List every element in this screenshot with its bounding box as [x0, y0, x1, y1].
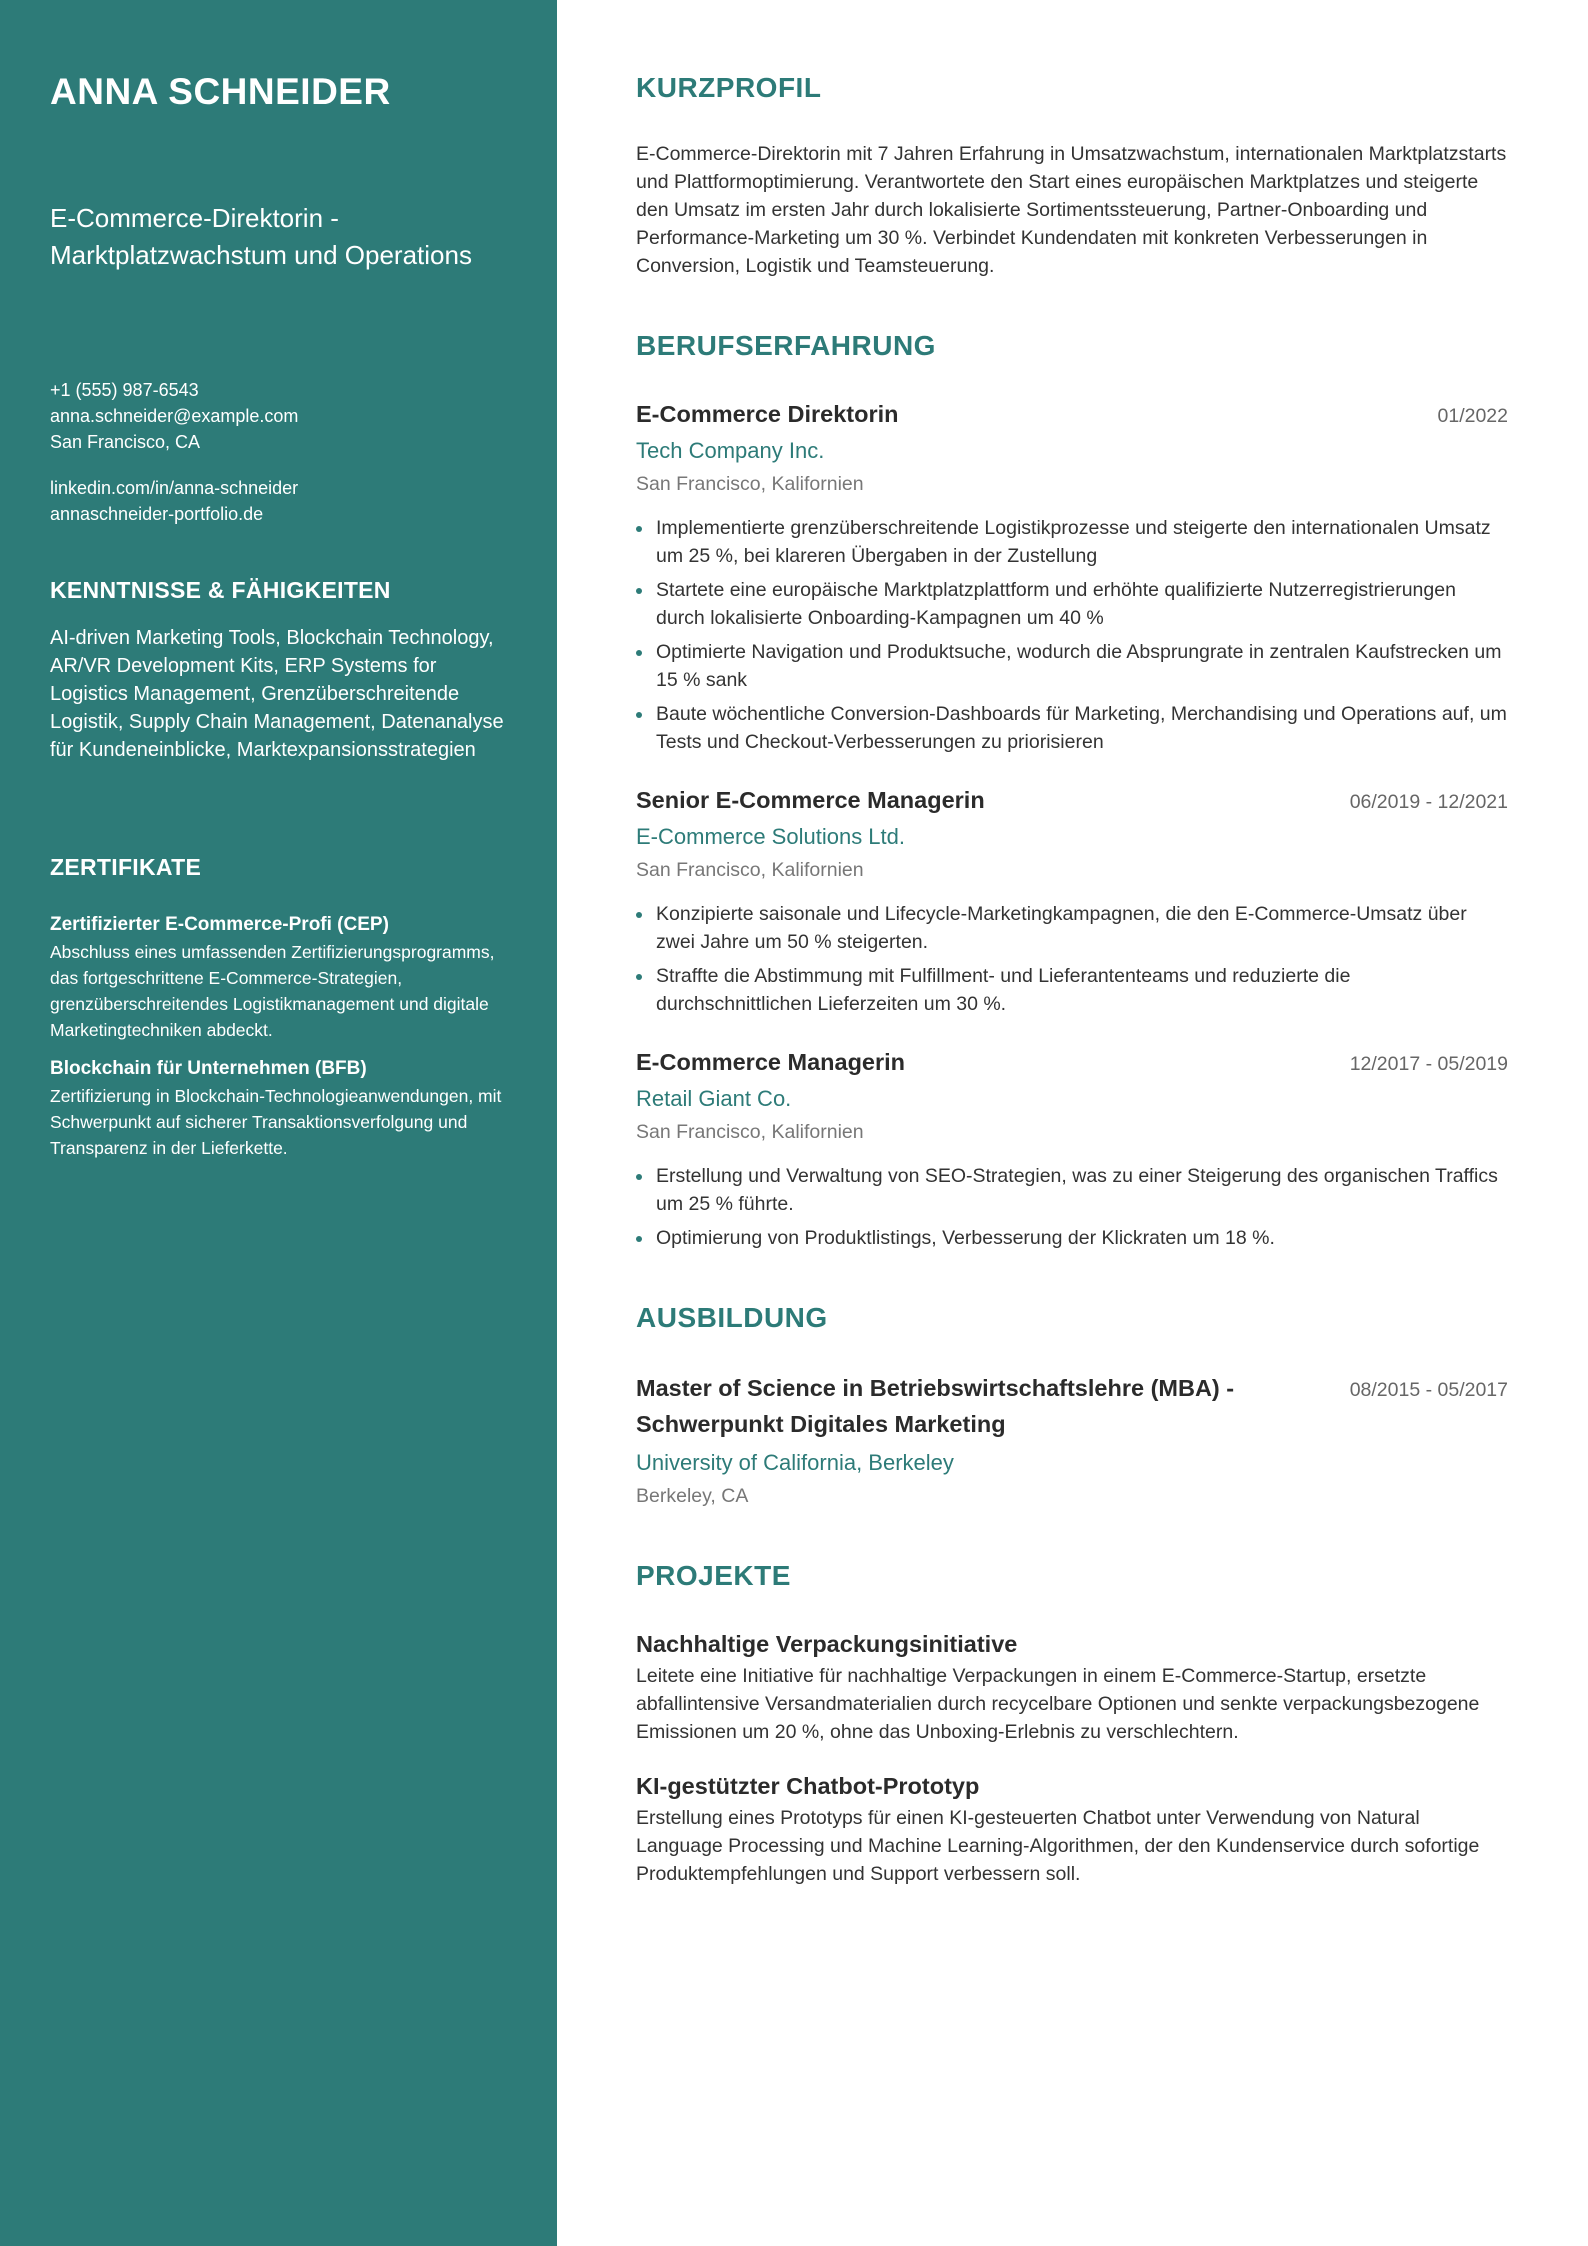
job-bullet — [636, 900, 1508, 956]
bullet-dot-icon — [636, 1236, 642, 1242]
certificate-description: Zertifizierung in Blockchain-Technologieanwendungen, mit Schwerpunkt auf sicherer Transaktionsverfolgung und Transparenz in der Lieferkette. — [50, 1086, 502, 1159]
job-bullet — [636, 1224, 1508, 1252]
job-company: Retail Giant Co. — [636, 1086, 792, 1111]
job-date: 01/2022 — [1437, 405, 1508, 427]
job-header — [636, 1046, 1508, 1078]
experience-section — [636, 330, 1508, 1252]
job-bullets — [636, 514, 1508, 756]
project-item — [636, 1770, 1508, 1888]
job-location: San Francisco, Kalifornien — [636, 1121, 864, 1143]
certificate-title: Zertifizierter E-Commerce-Profi (CEP) — [50, 914, 389, 936]
bullet-dot-icon — [636, 912, 642, 918]
job-company: Tech Company Inc. — [636, 438, 825, 463]
education-entry — [636, 1370, 1508, 1510]
bullet-dot-icon — [636, 712, 642, 718]
education-section — [636, 1302, 1508, 1510]
main-content — [557, 0, 1588, 2246]
job-company: E-Commerce Solutions Ltd. — [636, 824, 905, 849]
contact-location: San Francisco, CA — [50, 432, 201, 453]
candidate-headline: E-Commerce-Direktorin - Marktplatzwachstum und Operations — [50, 203, 472, 270]
certificate-item — [50, 1055, 517, 1161]
bullet-dot-icon — [636, 974, 642, 980]
contact-phone: +1 (555) 987-6543 — [50, 380, 199, 401]
job-bullet — [636, 576, 1508, 632]
job-entry — [636, 784, 1508, 1018]
job-bullet-text: Straffte die Abstimmung mit Fulfillment- und Lieferantenteams und reduzierte die durchschnittlichen Lieferzeiten um 30 %. — [656, 965, 1351, 1015]
project-description: Leitete eine Initiative für nachhaltige Verpackungen in einem E-Commerce-Startup, ersetzte abfallintensive Versandmaterialien durch recycelbare Optionen und senkte verpackungsbezogene Emissionen um 20 %, ohne das Unboxing-Erlebnis zu verschlechtern. — [636, 1665, 1480, 1743]
project-description: Erstellung eines Prototyps für einen KI-gesteuerten Chatbot unter Verwendung von Natural Language Processing und Machine Learning-Algorithmen, der den Kundenservice durch sofortige Produktempfehlungen und Support verbessern soll. — [636, 1807, 1480, 1885]
contact-links — [50, 475, 517, 527]
job-header — [636, 784, 1508, 816]
contact-email[interactable]: anna.schneider@example.com — [50, 406, 299, 427]
candidate-name: ANNA SCHNEIDER — [50, 71, 391, 112]
job-title: Senior E-Commerce Managerin — [636, 787, 985, 813]
skills-text: AI-driven Marketing Tools, Blockchain Technology, AR/VR Development Kits, ERP Systems for Logistics Management, Grenzüberschreitende Logistik, Supply Chain Management, Datenanalyse für Kundeneinblicke, Marktexpansionsstrategien — [50, 627, 504, 762]
job-bullet — [636, 962, 1508, 1018]
contact-basic — [50, 377, 517, 455]
projects-section — [636, 1560, 1508, 1888]
job-bullet-text: Optimierte Navigation und Produktsuche, wodurch die Absprungrate in zentralen Kaufstrecken um 15 % sank — [656, 641, 1502, 691]
job-bullet-text: Konzipierte saisonale und Lifecycle-Marketingkampagnen, die den E-Commerce-Umsatz über zwei Jahre um 50 % steigerten. — [656, 903, 1467, 953]
job-bullet-text: Startete eine europäische Marktplatzplattform und erhöhte qualifizierte Nutzerregistrierungen durch lokalisierte Onboarding-Kampagnen um 40 % — [656, 579, 1456, 629]
job-location: San Francisco, Kalifornien — [636, 859, 864, 881]
certificate-item — [50, 911, 517, 1043]
bullet-dot-icon — [636, 588, 642, 594]
job-date: 06/2019 - 12/2021 — [1349, 791, 1508, 813]
certificates-heading: ZERTIFIKATE — [50, 854, 202, 881]
contact-website[interactable]: annaschneider-portfolio.de — [50, 504, 264, 525]
job-header — [636, 398, 1508, 430]
job-bullets — [636, 1162, 1508, 1252]
project-title: KI-gestützter Chatbot-Prototyp — [636, 1773, 980, 1799]
school-location: Berkeley, CA — [636, 1485, 749, 1507]
job-bullet — [636, 514, 1508, 570]
projects-heading: PROJEKTE — [636, 1560, 791, 1591]
job-title: E-Commerce Direktorin — [636, 401, 899, 427]
contact-block — [50, 377, 517, 527]
job-bullets — [636, 900, 1508, 1018]
job-bullet-text: Erstellung und Verwaltung von SEO-Strategien, was zu einer Steigerung des organischen Traffics um 25 % führte. — [656, 1165, 1498, 1215]
sidebar — [0, 0, 557, 2246]
job-entry — [636, 1046, 1508, 1252]
job-bullet-text: Baute wöchentliche Conversion-Dashboards für Marketing, Merchandising und Operations auf, um Tests und Checkout-Verbesserungen zu priorisieren — [656, 703, 1507, 753]
summary-heading: KURZPROFIL — [636, 72, 822, 103]
project-item — [636, 1628, 1508, 1746]
job-entry — [636, 398, 1508, 756]
job-bullet-text: Implementierte grenzüberschreitende Logistikprozesse und steigerte den internationalen Umsatz um 25 %, bei klareren Übergaben in der Zustellung — [656, 517, 1491, 567]
project-title: Nachhaltige Verpackungsinitiative — [636, 1631, 1018, 1657]
experience-heading: BERUFSERFAHRUNG — [636, 330, 936, 361]
job-location: San Francisco, Kalifornien — [636, 473, 864, 495]
education-date: 08/2015 - 05/2017 — [1349, 1379, 1508, 1401]
education-header — [636, 1370, 1508, 1442]
degree-title: Master of Science in Betriebswirtschaftslehre (MBA) - Schwerpunkt Digitales Marketing — [636, 1375, 1235, 1437]
school-name: University of California, Berkeley — [636, 1450, 954, 1475]
job-bullet — [636, 700, 1508, 756]
bullet-dot-icon — [636, 650, 642, 656]
job-title: E-Commerce Managerin — [636, 1049, 906, 1075]
certificate-title: Blockchain für Unternehmen (BFB) — [50, 1058, 367, 1080]
job-bullet — [636, 1162, 1508, 1218]
bullet-dot-icon — [636, 526, 642, 532]
summary-text: E-Commerce-Direktorin mit 7 Jahren Erfahrung in Umsatzwachstum, internationalen Marktplatzstarts und Plattformoptimierung. Verantwortete den Start eines europäischen Marktplatzes und steigerte den Umsatz im ersten Jahr durch lokalisierte Sortimentssteuerung, Partner-Onboarding und Performance-Marketing um 30 %. Verbindet Kundendaten mit konkreten Verbesserungen in Conversion, Logistik und Teamsteuerung. — [636, 143, 1507, 277]
job-date: 12/2017 - 05/2019 — [1349, 1053, 1508, 1075]
contact-linkedin[interactable]: linkedin.com/in/anna-schneider — [50, 478, 299, 499]
education-heading: AUSBILDUNG — [636, 1302, 828, 1333]
skills-heading: KENNTNISSE & FÄHIGKEITEN — [50, 577, 391, 604]
job-bullet — [636, 638, 1508, 694]
certificate-description: Abschluss eines umfassenden Zertifizierungsprogramms, das fortgeschrittene E-Commerce-Strategien, grenzüberschreitendes Logistikmanagement und digitale Marketingtechniken abdeckt. — [50, 942, 495, 1041]
job-bullet-text: Optimierung von Produktlistings, Verbesserung der Klickraten um 18 %. — [656, 1227, 1275, 1249]
bullet-dot-icon — [636, 1174, 642, 1180]
